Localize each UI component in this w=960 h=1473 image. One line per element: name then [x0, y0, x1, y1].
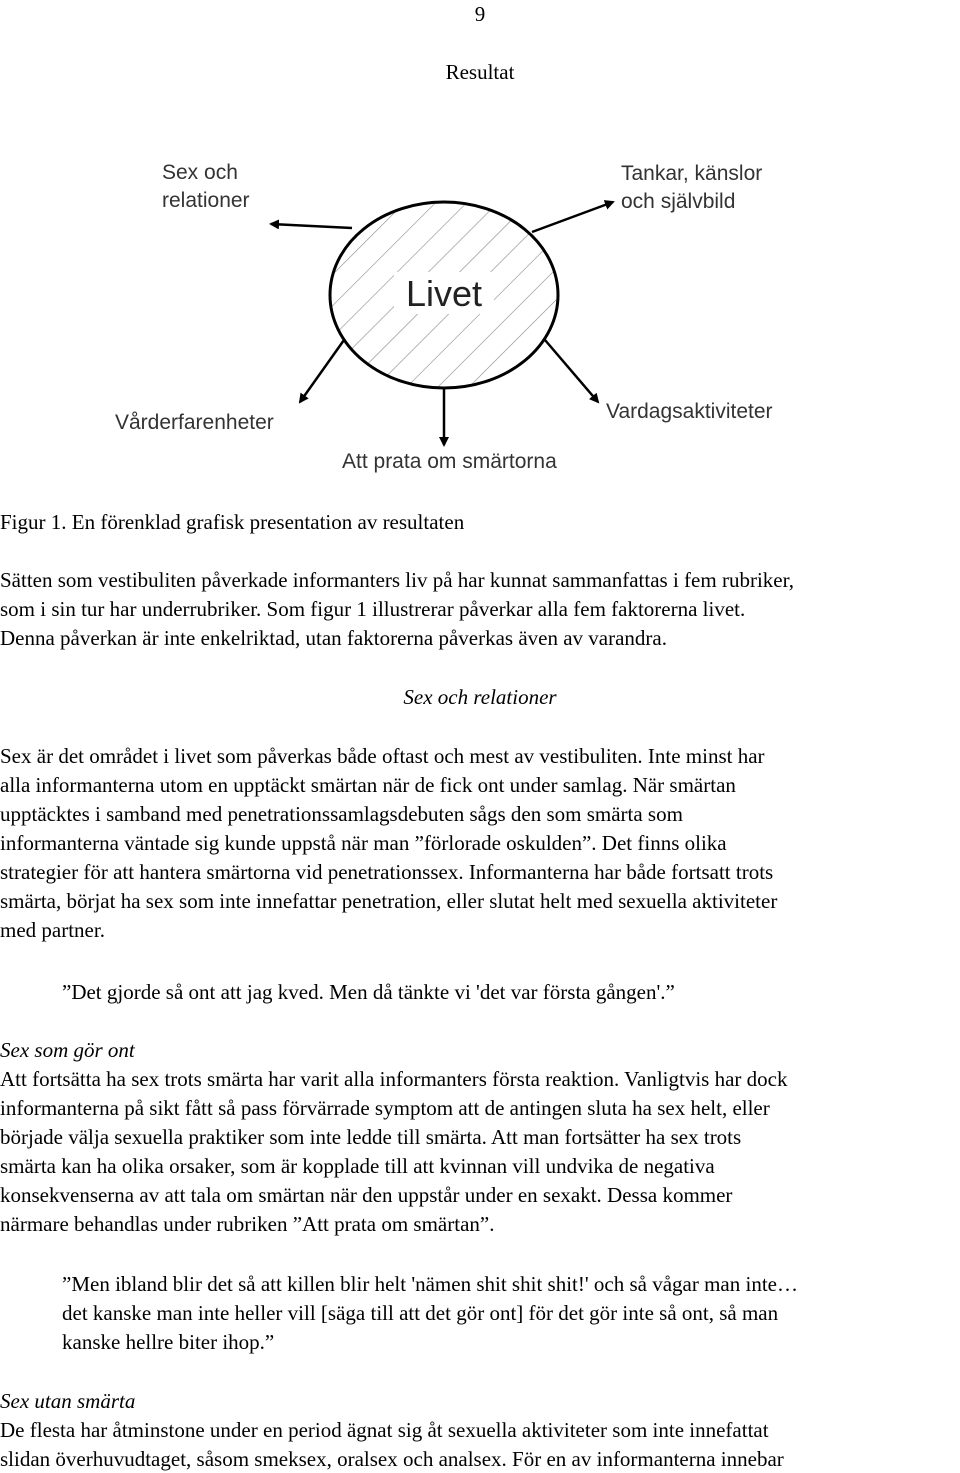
arrow-to-varderfarenheter [300, 340, 344, 402]
quote-1: ”Det gjorde så ont att jag kved. Men då tänkte vi 'det var första gången'.” [62, 980, 675, 1004]
arrow-to-vardagsaktiviteter [545, 340, 598, 402]
text-line: De flesta har åtminstone under en period ägnat sig åt sexuella aktiviteter som inte innefattat [0, 1418, 769, 1442]
ont-paragraph [0, 1065, 960, 1241]
text-line: informanterna väntade sig kunde uppstå när man ”förlorade oskulden”. Det finns olika [0, 831, 727, 855]
section-title: Resultat [445, 60, 515, 84]
text-line: med partner. [0, 918, 105, 942]
node-sex-och-relationer: Sex och relationer [162, 161, 250, 212]
text-line: som i sin tur har underrubriker. Som figur 1 illustrerar påverkar alla fem faktorerna livet. [0, 597, 746, 621]
text-line: Sätten som vestibuliten påverkade informanters liv på har kunnat sammanfattas i fem rubriker, [0, 568, 795, 592]
text-line: konsekvenserna av att tala om smärtan när den uppstår under en sexakt. Dessa kommer [0, 1183, 733, 1207]
text-line: Att fortsätta ha sex trots smärta har varit alla informanters första reaktion. Vanligtvis har dock [0, 1067, 788, 1091]
quote-2 [0, 1270, 960, 1360]
text-line: slidan överhuvudtaget, såsom smeksex, oralsex och analsex. För en av informanterna innebar [0, 1447, 784, 1471]
utan-paragraph [0, 1416, 960, 1473]
text-line: ”Men ibland blir det så att killen blir helt 'nämen shit shit shit!' och så vågar man inte… [62, 1272, 798, 1296]
text-line: informanterna på sikt fått så pass förvärrade symptom att de antingen sluta ha sex helt, eller [0, 1096, 770, 1120]
node-att-prata: Att prata om smärtorna [342, 450, 557, 473]
livet-label: Livet [405, 273, 483, 314]
sex-paragraph [0, 742, 960, 947]
text-line: Denna påverkan är inte enkelriktad, utan faktorerna påverkas även av varandra. [0, 626, 667, 650]
results-diagram [0, 140, 960, 490]
text-line: Sex är det området i livet som påverkas både oftast och mest av vestibuliten. Inte minst har [0, 744, 765, 768]
node-varderfarenheter: Vårderfarenheter [115, 411, 274, 434]
intro-paragraph [0, 566, 960, 656]
heading-sex-och-relationer: Sex och relationer [403, 685, 557, 709]
figure-caption: Figur 1. En förenklad grafisk presentation av resultaten [0, 510, 465, 534]
arrow-to-sex-och-relationer [271, 224, 352, 228]
text-line: alla informanterna utom en upptäckt smärtan när de fick ont under samlag. När smärtan [0, 773, 736, 797]
text-line: smärta kan ha olika orsaker, som är kopplade till att kvinnan vill undvika de negativa [0, 1154, 715, 1178]
text-line: kanske hellre biter ihop.” [62, 1330, 275, 1354]
text-line: upptäcktes i samband med penetrationssamlagsdebuten sågs den som smärta som [0, 802, 683, 826]
text-line: smärta, börjat ha sex som inte innefattar penetration, eller slutat helt med sexuella aktiviteter [0, 889, 778, 913]
node-vardagsaktiviteter: Vardagsaktiviteter [606, 400, 773, 423]
text-line: det kanske man inte heller vill [säga till att det gör ont] för det gör inte så ont, så man [62, 1301, 779, 1325]
page-number: 9 [474, 2, 486, 26]
text-line: började välja sexuella praktiker som inte ledde till smärta. Att man fortsätter ha sex trots [0, 1125, 742, 1149]
text-line: närmare behandlas under rubriken ”Att prata om smärtan”. [0, 1212, 495, 1236]
heading-sex-som-gor-ont: Sex som gör ont [0, 1038, 135, 1062]
text-line: strategier för att hantera smärtorna vid penetrationssex. Informanterna har både fortsatt trots [0, 860, 774, 884]
node-tankar-kanslor: Tankar, känslor och självbild [621, 162, 763, 213]
arrow-to-tankar [532, 202, 613, 232]
heading-sex-utan-smarta: Sex utan smärta [0, 1389, 136, 1413]
